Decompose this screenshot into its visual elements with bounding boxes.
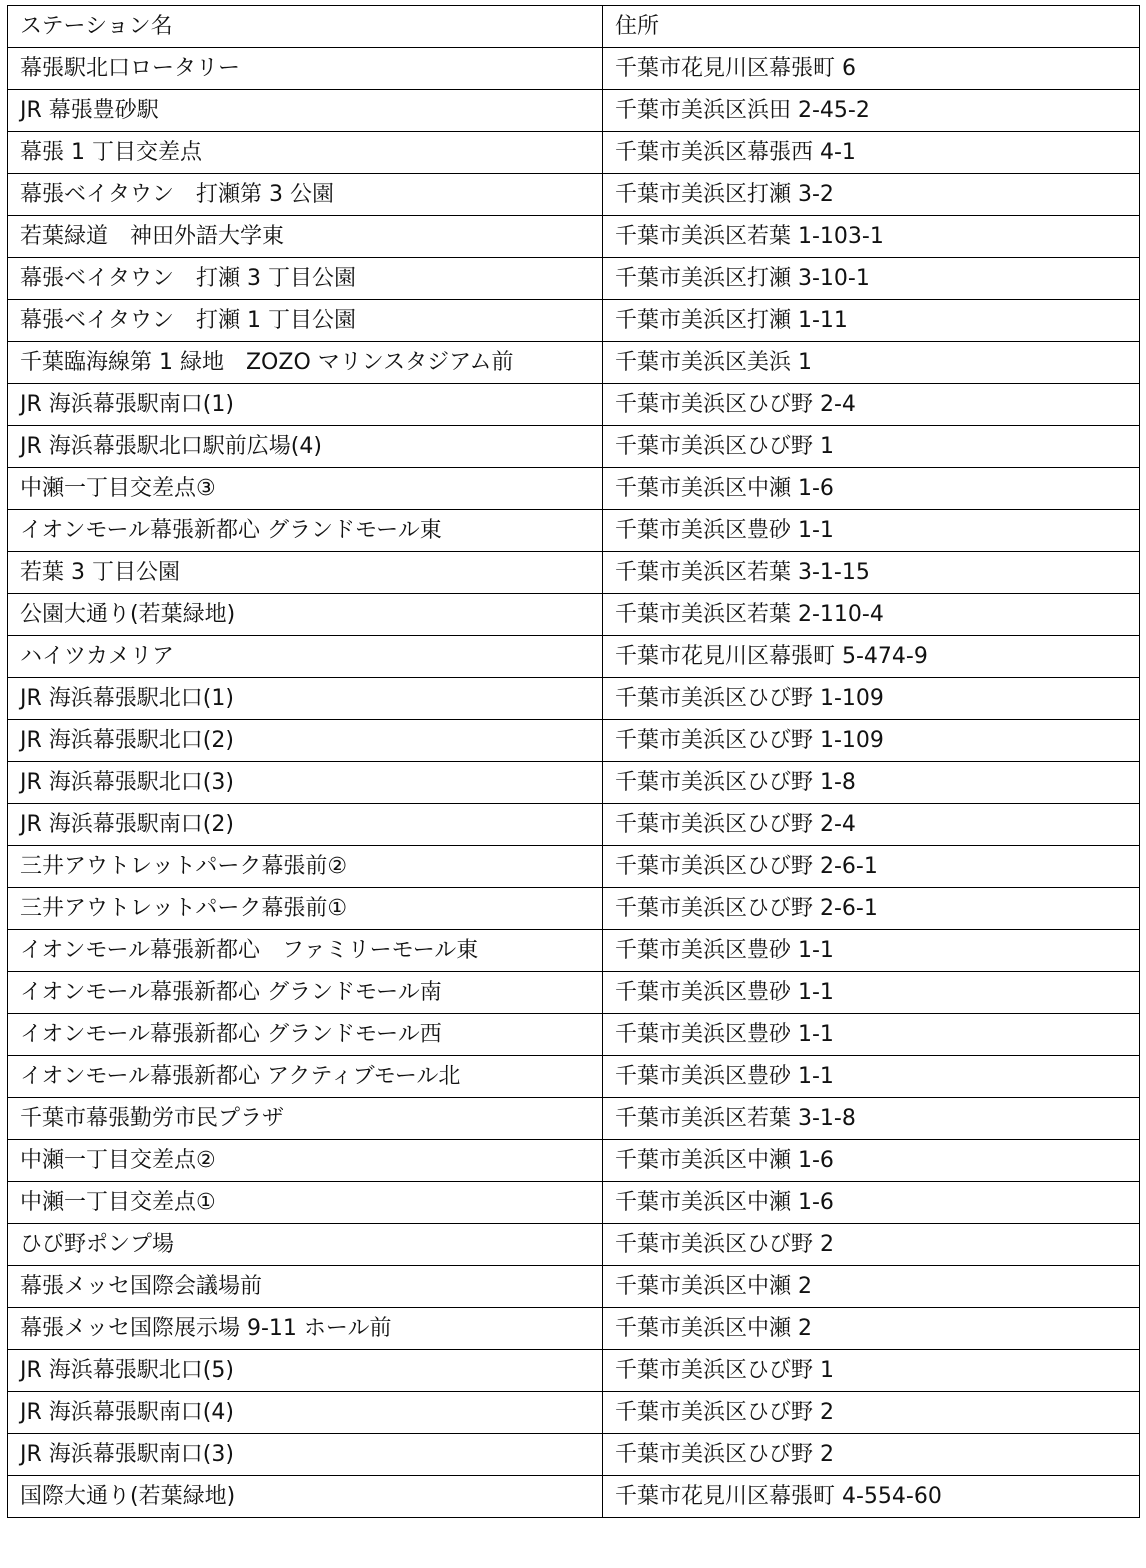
address-cell: 千葉市美浜区中瀬 2: [603, 1266, 1140, 1308]
station-name-cell: イオンモール幕張新都心 グランドモール西: [8, 1014, 603, 1056]
station-table-container: [7, 5, 1140, 1518]
station-name-cell: JR 海浜幕張駅北口(1): [8, 678, 603, 720]
header-row: [8, 6, 1140, 48]
table-row: [8, 1476, 1140, 1518]
table-row: [8, 90, 1140, 132]
address-cell: 千葉市美浜区若葉 1-103-1: [603, 216, 1140, 258]
station-name-cell: JR 海浜幕張駅北口(3): [8, 762, 603, 804]
table-row: [8, 972, 1140, 1014]
address-cell: 千葉市美浜区若葉 3-1-8: [603, 1098, 1140, 1140]
address-cell: 千葉市美浜区若葉 3-1-15: [603, 552, 1140, 594]
station-name-cell: イオンモール幕張新都心 ファミリーモール東: [8, 930, 603, 972]
address-cell: 千葉市美浜区ひび野 2-6-1: [603, 888, 1140, 930]
station-name-cell: 中瀬一丁目交差点①: [8, 1182, 603, 1224]
station-name-cell: JR 海浜幕張駅南口(4): [8, 1392, 603, 1434]
address-cell: 千葉市美浜区中瀬 2: [603, 1308, 1140, 1350]
table-row: [8, 1266, 1140, 1308]
address-cell: 千葉市美浜区ひび野 2-6-1: [603, 846, 1140, 888]
address-cell: 千葉市美浜区ひび野 2: [603, 1224, 1140, 1266]
table-row: [8, 804, 1140, 846]
station-table: [7, 5, 1140, 1518]
station-name-cell: 中瀬一丁目交差点②: [8, 1140, 603, 1182]
station-name-cell: 千葉臨海線第 1 緑地 ZOZO マリンスタジアム前: [8, 342, 603, 384]
station-name-cell: JR 海浜幕張駅南口(3): [8, 1434, 603, 1476]
station-name-cell: 幕張 1 丁目交差点: [8, 132, 603, 174]
address-cell: 千葉市美浜区中瀬 1-6: [603, 1182, 1140, 1224]
table-row: [8, 300, 1140, 342]
address-cell: 千葉市美浜区打瀬 1-11: [603, 300, 1140, 342]
address-cell: 千葉市美浜区浜田 2-45-2: [603, 90, 1140, 132]
station-name-cell: 幕張駅北口ロータリー: [8, 48, 603, 90]
address-cell: 千葉市美浜区ひび野 1: [603, 426, 1140, 468]
table-row: [8, 1350, 1140, 1392]
table-row: [8, 678, 1140, 720]
address-cell: 千葉市花見川区幕張町 6: [603, 48, 1140, 90]
address-cell: 千葉市美浜区ひび野 1: [603, 1350, 1140, 1392]
table-row: [8, 48, 1140, 90]
address-cell: 千葉市美浜区ひび野 2: [603, 1392, 1140, 1434]
address-cell: 千葉市美浜区ひび野 2: [603, 1434, 1140, 1476]
address-cell: 千葉市美浜区打瀬 3-10-1: [603, 258, 1140, 300]
table-row: [8, 1140, 1140, 1182]
table-row: [8, 258, 1140, 300]
table-row: [8, 720, 1140, 762]
address-cell: 千葉市美浜区ひび野 2-4: [603, 384, 1140, 426]
table-row: [8, 384, 1140, 426]
station-name-cell: JR 海浜幕張駅南口(2): [8, 804, 603, 846]
table-row: [8, 594, 1140, 636]
address-cell: 千葉市美浜区豊砂 1-1: [603, 972, 1140, 1014]
station-name-cell: JR 海浜幕張駅北口(2): [8, 720, 603, 762]
table-row: [8, 1392, 1140, 1434]
address-cell: 千葉市美浜区若葉 2-110-4: [603, 594, 1140, 636]
table-row: [8, 846, 1140, 888]
table-row: [8, 132, 1140, 174]
address-cell: 千葉市美浜区ひび野 1-109: [603, 678, 1140, 720]
address-cell: 千葉市花見川区幕張町 4-554-60: [603, 1476, 1140, 1518]
table-row: [8, 342, 1140, 384]
station-name-cell: JR 海浜幕張駅北口駅前広場(4): [8, 426, 603, 468]
table-row: [8, 888, 1140, 930]
station-name-cell: 三井アウトレットパーク幕張前②: [8, 846, 603, 888]
column-header-address: 住所: [603, 6, 1140, 48]
table-row: [8, 468, 1140, 510]
table-row: [8, 174, 1140, 216]
address-cell: 千葉市美浜区打瀬 3-2: [603, 174, 1140, 216]
station-name-cell: 幕張メッセ国際展示場 9-11 ホール前: [8, 1308, 603, 1350]
address-cell: 千葉市美浜区豊砂 1-1: [603, 930, 1140, 972]
station-name-cell: 若葉 3 丁目公園: [8, 552, 603, 594]
address-cell: 千葉市美浜区中瀬 1-6: [603, 468, 1140, 510]
station-name-cell: イオンモール幕張新都心 グランドモール東: [8, 510, 603, 552]
table-body: [8, 48, 1140, 1518]
table-header: [8, 6, 1140, 48]
table-row: [8, 1434, 1140, 1476]
table-row: [8, 1224, 1140, 1266]
station-name-cell: 幕張メッセ国際会議場前: [8, 1266, 603, 1308]
address-cell: 千葉市美浜区豊砂 1-1: [603, 510, 1140, 552]
table-row: [8, 552, 1140, 594]
station-name-cell: イオンモール幕張新都心 グランドモール南: [8, 972, 603, 1014]
address-cell: 千葉市花見川区幕張町 5-474-9: [603, 636, 1140, 678]
address-cell: 千葉市美浜区ひび野 1-109: [603, 720, 1140, 762]
station-name-cell: ハイツカメリア: [8, 636, 603, 678]
table-row: [8, 762, 1140, 804]
station-name-cell: 国際大通り(若葉緑地): [8, 1476, 603, 1518]
table-row: [8, 1182, 1140, 1224]
table-row: [8, 1056, 1140, 1098]
station-name-cell: 千葉市幕張勤労市民プラザ: [8, 1098, 603, 1140]
address-cell: 千葉市美浜区美浜 1: [603, 342, 1140, 384]
address-cell: 千葉市美浜区中瀬 1-6: [603, 1140, 1140, 1182]
table-row: [8, 1014, 1140, 1056]
station-name-cell: 幕張ベイタウン 打瀬 3 丁目公園: [8, 258, 603, 300]
station-name-cell: ひび野ポンプ場: [8, 1224, 603, 1266]
table-row: [8, 216, 1140, 258]
address-cell: 千葉市美浜区幕張西 4-1: [603, 132, 1140, 174]
station-name-cell: JR 幕張豊砂駅: [8, 90, 603, 132]
station-name-cell: イオンモール幕張新都心 アクティブモール北: [8, 1056, 603, 1098]
column-header-station-name: ステーション名: [8, 6, 603, 48]
address-cell: 千葉市美浜区ひび野 2-4: [603, 804, 1140, 846]
table-row: [8, 1308, 1140, 1350]
station-name-cell: JR 海浜幕張駅北口(5): [8, 1350, 603, 1392]
station-name-cell: 公園大通り(若葉緑地): [8, 594, 603, 636]
table-row: [8, 1098, 1140, 1140]
station-name-cell: 幕張ベイタウン 打瀬 1 丁目公園: [8, 300, 603, 342]
station-name-cell: 中瀬一丁目交差点③: [8, 468, 603, 510]
station-name-cell: 幕張ベイタウン 打瀬第 3 公園: [8, 174, 603, 216]
table-row: [8, 426, 1140, 468]
station-name-cell: JR 海浜幕張駅南口(1): [8, 384, 603, 426]
table-row: [8, 930, 1140, 972]
address-cell: 千葉市美浜区ひび野 1-8: [603, 762, 1140, 804]
table-row: [8, 510, 1140, 552]
table-row: [8, 636, 1140, 678]
address-cell: 千葉市美浜区豊砂 1-1: [603, 1056, 1140, 1098]
station-name-cell: 三井アウトレットパーク幕張前①: [8, 888, 603, 930]
address-cell: 千葉市美浜区豊砂 1-1: [603, 1014, 1140, 1056]
station-name-cell: 若葉緑道 神田外語大学東: [8, 216, 603, 258]
